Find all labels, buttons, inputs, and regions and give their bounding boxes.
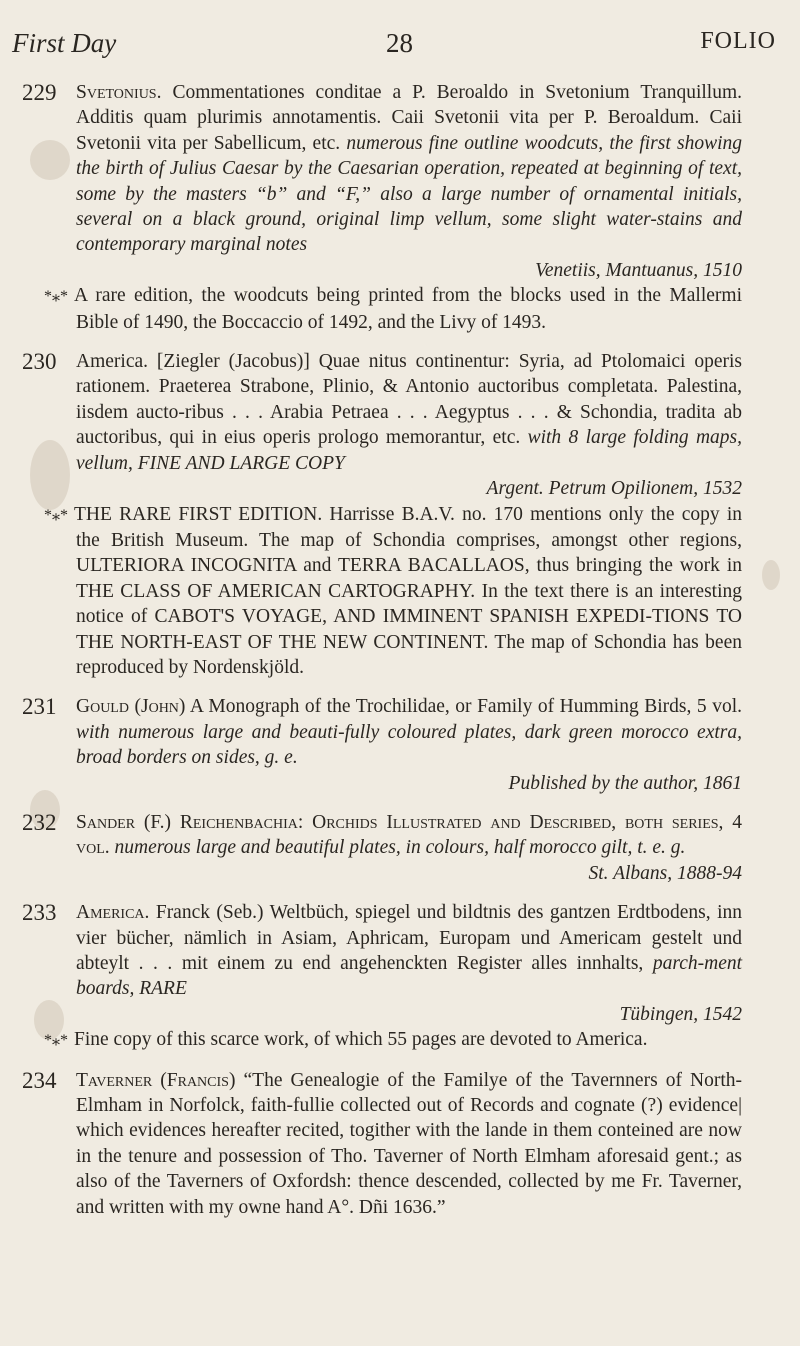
note-marker: *⁎* bbox=[44, 288, 68, 306]
catalogue-entry bbox=[22, 694, 742, 796]
entry-title: “The Genealogie of the Familye of the Tavernners of North-Elmham in Norfolck, faith-fullie collected out of Records and cognate (?) evidence| which evidences hereafter recited, togither with the lande in them conteined are now in the tenure and possession of Tho. Taverner of North Elmham aforesaid gent.; as also of the Taverners of Oxfordsh: thence descended, collected by me Fr. Taverner, and written with my owne hand A°. Dñi 1636.” bbox=[76, 1069, 742, 1218]
entry-note: Fine copy of this scarce work, of which 55 pages are devoted to America. bbox=[74, 1029, 648, 1051]
entry-description: numerous fine outline woodcuts, the first showing the birth of Julius Caesar by the Caesarian operation, repeated at beginning of text, some by the masters “b” and “F,” also a large number of ornamental initials, several on a black ground, original limp vellum, some slight water-stains and contemporary marginal notes bbox=[76, 132, 742, 256]
lot-number: 230 bbox=[22, 349, 57, 375]
entry-author: Taverner (Francis) bbox=[76, 1069, 236, 1091]
entry-note: A rare edition, the woodcuts being printed from the blocks used in the Mallermi Bible of 1490, the Boccaccio of 1492, and the Livy of 1493. bbox=[74, 285, 742, 333]
entry-description: with 8 large folding maps, vellum, FINE AND LARGE COPY bbox=[76, 427, 743, 474]
entry-author: Sander (F.) bbox=[76, 811, 172, 833]
page-number: 28 bbox=[386, 28, 413, 58]
entry-title: Commentationes conditae a P. Beroaldo in Svetonium Tranquillum. Additis quam plurimis annotamentis. Caii Svetonii vita per P. Beroaldum. Caii Svetonii vita per Sabellicum, etc. bbox=[76, 82, 743, 154]
lot-number: 234 bbox=[22, 1067, 57, 1093]
water-stain bbox=[762, 560, 780, 590]
catalogue-entry bbox=[22, 349, 742, 680]
entry-title: A Monograph of the Trochilidae, or Family of Humming Birds, 5 vol. bbox=[189, 696, 742, 718]
page-header bbox=[12, 28, 784, 68]
entry-imprint: Argent. Petrum Opilionem, 1532 bbox=[486, 478, 742, 500]
header-format: FOLIO bbox=[700, 28, 776, 54]
entry-imprint: Published by the author, 1861 bbox=[508, 772, 742, 794]
entry-description: with numerous large and beauti-fully coloured plates, dark green morocco extra, broad borders on sides, g. e. bbox=[76, 721, 742, 769]
entry-imprint: Venetiis, Mantuanus, 1510 bbox=[535, 259, 742, 281]
catalogue-entry bbox=[22, 810, 742, 886]
entry-title: Reichenbachia: Orchids Illustrated and Described, both series, 4 vol. bbox=[76, 811, 742, 859]
entry-title: Franck (Seb.) Weltbüch, spiegel und bildtnis des gantzen Erdtbodens, inn vier bücher, nämlich in Asiam, Aphricam, Europam und Americam gestelt und abteylt . . . mit einem zu end angehenckten Register alles innhalts, bbox=[76, 902, 742, 974]
catalogue-entry bbox=[22, 80, 742, 335]
note-marker: *⁎* bbox=[44, 506, 68, 524]
catalogue-entry bbox=[22, 900, 742, 1053]
entry-description: numerous large and beautiful plates, in colours, half morocco gilt, t. e. g. bbox=[114, 837, 686, 859]
header-day: First Day bbox=[12, 28, 117, 58]
entry-title: [Ziegler (Jacobus)] Quae nitus continentur: Syria, ad Ptolomaici operis rationem. Praeterea Strabone, Plinio, & Antonio auctoribus completata. Palestina, iisdem aucto-ribus . . . Arabia Petraea . . . Aegyptus . . . & Schondia, tradita ab auctoribus, qui in eius operis prologo memorantur, etc. bbox=[76, 351, 742, 449]
lot-number: 232 bbox=[22, 809, 57, 835]
entry-description: parch-ment boards, RARE bbox=[76, 953, 743, 1000]
catalogue-entries bbox=[22, 80, 742, 1234]
lot-number: 229 bbox=[22, 80, 57, 105]
entry-author: Gould (John) bbox=[76, 696, 186, 718]
lot-number: 231 bbox=[22, 694, 57, 720]
entry-author: America. bbox=[76, 351, 149, 373]
entry-note: THE RARE FIRST EDITION. Harrisse B.A.V. no. 170 mentions only the copy in the British Museum. The map of Schondia comprises, amongst other regions, ULTERIORA INCOGNITA and TERRA BACALLAOS, thus bringing the work in THE CLASS OF AMERICAN CARTOGRAPHY. In the text there is an interesting notice of CABOT'S VOYAGE, AND IMMINENT SPANISH EXPEDI-TIONS TO THE NORTH-EAST OF THE NEW CONTINENT. The map of Schondia has been reproduced by Nordenskjöld. bbox=[74, 503, 742, 678]
entry-imprint: St. Albans, 1888-94 bbox=[588, 862, 742, 884]
lot-number: 233 bbox=[22, 900, 57, 926]
entry-author: America. bbox=[76, 902, 150, 924]
note-marker: *⁎* bbox=[44, 1032, 68, 1050]
catalogue-entry bbox=[22, 1068, 742, 1220]
entry-imprint: Tübingen, 1542 bbox=[619, 1003, 742, 1025]
entry-author: Svetonius. bbox=[76, 82, 162, 103]
